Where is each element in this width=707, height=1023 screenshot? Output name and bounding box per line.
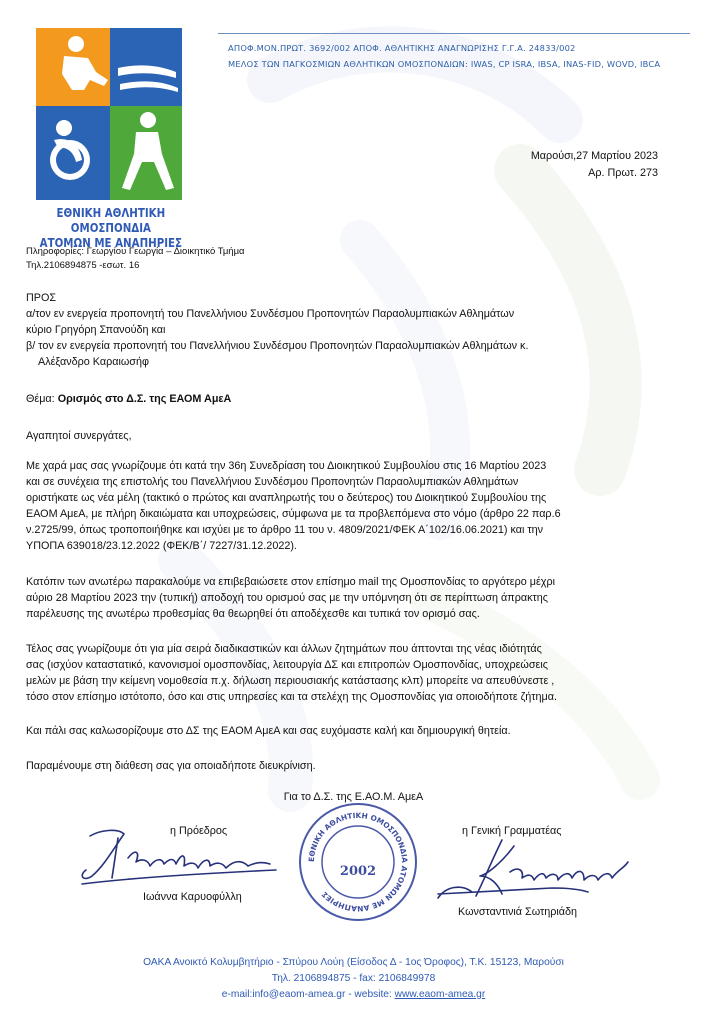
date-line: Μαρούσι,27 Μαρτίου 2023 [530, 150, 658, 162]
subject [26, 391, 681, 407]
footer-address: ΟΑΚΑ Ανοικτό Κολυμβητήριο - Σπύρου Λούη (Είσοδος Δ - 1ος Όροφος), Τ.Κ. 15123, Μαρούσι [143, 957, 564, 968]
p2-line: αύριο 28 Μαρτίου 2023 την (τυπική) αποδοχή του ορισμού σας με την υπόμνηση ότι σε περίπτωση άπρακτης [26, 592, 548, 605]
paragraph-3 [26, 641, 681, 705]
header-rule [218, 33, 690, 34]
stamp-year: 2002 [339, 864, 377, 879]
federation-name-line-2: ΑΤΟΜΩΝ ΜΕ ΑΝΑΠΗΡΙΕΣ [39, 235, 183, 250]
federation-name-line-1: ΕΘΝΙΚΗ ΑΘΛΗΤΙΚΗ ΟΜΟΣΠΟΝΔΙΑ [56, 205, 166, 235]
secretary-signature [432, 832, 652, 912]
federation-name [26, 205, 196, 250]
paragraph-4: Και πάλι σας καλωσορίζουμε στο ΔΣ της ΕΑΟΜ ΑμεΑ και σας ευχόμαστε καλή και δημιουργική θητεία. [26, 725, 511, 737]
recipient-b-line-2: Αλέξανδρο Καραιωσήφ [38, 356, 149, 369]
subject-label: Θέμα: [26, 393, 58, 405]
recipient-b-line-1: β/ τον εν ενεργεία προπονητή του Πανελλήνιου Συνδέσμου Προπονητών Παραολυμπιακών Αθλημάτων κ. [26, 340, 529, 353]
p3-line: σας (ισχύον καταστατικό, κανονισμοί ομοσπονδίας, λειτουργία ΔΣ και επιτροπών Ομοσπονδίας, υποχρεώσεις [26, 659, 548, 672]
protocol-line: Αρ. Πρωτ. 273 [588, 167, 658, 179]
paragraph-1 [26, 458, 681, 555]
footer [0, 955, 707, 1002]
paragraph-2 [26, 574, 681, 622]
phone-line: Τηλ.2106894875 -εσωτ. 16 [26, 260, 140, 271]
federation-stamp [296, 800, 420, 924]
p1-line: ν.2725/99, όπως τροποποιήθηκε και ισχύει με το άρθρο 11 του ν. 4809/2021/ΦΕΚ Α΄102/16.06.2021) και την [26, 524, 544, 537]
president-title: η Πρόεδρος [170, 825, 228, 837]
info-line: Πληροφορίες: Γεωργίου Γεωργία – Διοικητικό Τμήμα [26, 246, 245, 257]
president-name: Ιωάννα Καρυοφύλλη [143, 891, 242, 903]
president-signature [70, 818, 285, 898]
footer-contact [0, 987, 707, 1003]
paragraph-5: Παραμένουμε στη διάθεση σας για οποιαδήποτε διευκρίνιση. [26, 760, 316, 772]
recipients [26, 290, 681, 370]
secretary-name: Κωνσταντινιά Σωτηριάδη [458, 906, 578, 918]
p1-line: ΕΑΟΜ ΑμεΑ, με πλήρη δικαιώματα και υποχρεώσεις, σύμφωνα με τα προβλεπόμενα στο νόμο (άρθρο 22 παρ.6 [26, 508, 561, 521]
p3-line: Τέλος σας γνωρίζουμε ότι για μία σειρά διαδικαστικών και άλλων ζητημάτων που άπτονται της νέας ιδιότητάς [26, 643, 542, 655]
footer-website-link[interactable]: www.eaom-amea.gr [394, 988, 486, 1000]
p3-line: μελών με βάση την κείμενη νομοθεσία π.χ. δήλωση περιουσιακής κατάστασης κλπ) μπορείτε να απευθύνεστε , [26, 675, 555, 688]
stamp-ring-text: ΕΘΝΙΚΗ ΑΘΛΗΤΙΚΗ ΟΜΟΣΠΟΝΔΙΑ ΑΤΟΜΩΝ ΜΕ ΑΝΑΠΗΡΙΕΣ [306, 810, 410, 914]
recipient-a-line-2: κύριο Γρηγόρη Σπανούδη και [26, 324, 166, 337]
p2-line: Κατόπιν των ανωτέρω παρακαλούμε να επιβεβαιώσετε στον επίσημο mail της Ομοσπονδίας το αργότερο μέχρι [26, 576, 556, 588]
p1-line: οριστήκατε ως νέα μέλη (τακτικό ο πρώτος και αναπληρωτής του ο δεύτερος) του Διοικητικού Συμβουλίου της [26, 492, 547, 505]
board-line: Για το Δ.Σ. της Ε.ΑΟ.Μ. ΑμεΑ [283, 791, 424, 803]
registry-line-2: ΜΕΛΟΣ ΤΩΝ ΠΑΓΚΟΣΜΙΩΝ ΑΘΛΗΤΙΚΩΝ ΟΜΟΣΠΟΝΔΙΩΝ: IWAS, CP ISRA, IBSA, INAS-FID, WOVD, IBCA [228, 59, 661, 69]
p2-line: παρέλευσης της ανωτέρω προθεσμίας θα θεωρηθεί ότι αποδέχεσθε και τυπικά τον ορισμό σας. [26, 608, 480, 621]
recipient-a-line-1: α/τον εν ενεργεία προπονητή του Πανελλήνιου Συνδέσμου Προπονητών Παραολυμπιακών Αθλημάτων [26, 308, 515, 321]
federation-logo [36, 28, 182, 200]
footer-phones: Τηλ. 2106894875 - fax: 2106849978 [271, 972, 436, 984]
registry-info [228, 40, 660, 72]
p1-line: και σε συνέχεια της επιστολής του Πανελλήνιου Συνδέσμου Προπονητών Παραολυμπιακών Αθλημάτων [26, 476, 519, 489]
secretary-title: η Γενική Γραμματέας [462, 825, 562, 837]
p1-line: ΥΠΟΠΑ 639018/23.12.2022 (ΦΕΚ/Β΄/ 7227/31.12.2022). [26, 540, 297, 553]
date-block [531, 148, 658, 182]
footer-email: e-mail:info@eaom-amea.gr - website: [221, 988, 395, 1000]
p3-line: τόσο στον επίσημο ιστότοπο, όσο και στις υπηρεσίες και τα στελέχη της Ομοσπονδίας για οποιοδήποτε ζήτημα. [26, 691, 557, 704]
contact-info [26, 245, 245, 273]
registry-line-1: ΑΠΟΦ.ΜΟΝ.ΠΡΩΤ. 3692/002 ΑΠΟΦ. ΑΘΛΗΤΙΚΗΣ ΑΝΑΓΝΩΡΙΣΗΣ Γ.Γ.Α. 24833/002 [228, 43, 576, 53]
to-label: ΠΡΟΣ [26, 292, 57, 304]
subject-text: Ορισμός στο Δ.Σ. της ΕΑΟΜ ΑμεΑ [57, 393, 232, 405]
greeting: Αγαπητοί συνεργάτες, [26, 430, 132, 442]
p1-line: Με χαρά μας σας γνωρίζουμε ότι κατά την 36η Συνεδρίαση του Διοικητικού Συμβουλίου στις 16 Μαρτίου 2023 [26, 460, 547, 472]
